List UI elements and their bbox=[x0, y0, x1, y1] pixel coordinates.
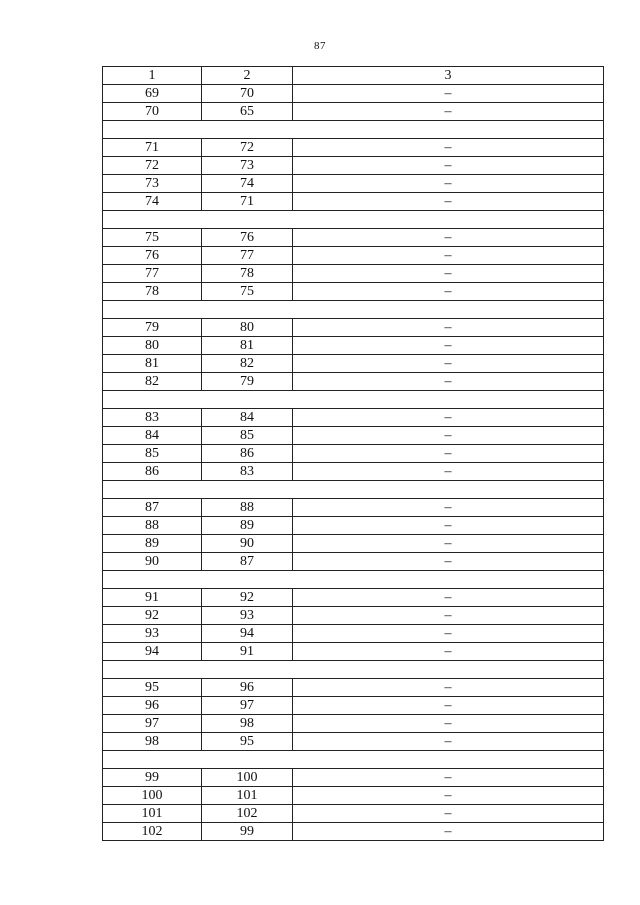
table-row bbox=[103, 535, 604, 553]
table-cell-col-2: 91 bbox=[202, 643, 293, 661]
table-row bbox=[103, 319, 604, 337]
group-separator-row bbox=[103, 661, 604, 679]
group-separator-row bbox=[103, 301, 604, 319]
table-cell-col-3: – bbox=[293, 625, 604, 643]
table-cell-col-2: 101 bbox=[202, 787, 293, 805]
group-separator-cell bbox=[103, 481, 604, 499]
group-separator-row bbox=[103, 391, 604, 409]
table-cell-col-1: 96 bbox=[103, 697, 202, 715]
table-row bbox=[103, 247, 604, 265]
table-cell-col-3: – bbox=[293, 409, 604, 427]
table-cell-col-3: – bbox=[293, 697, 604, 715]
group-separator-cell bbox=[103, 391, 604, 409]
table-cell-col-1: 90 bbox=[103, 553, 202, 571]
table-row bbox=[103, 823, 604, 841]
table-cell-col-1: 80 bbox=[103, 337, 202, 355]
table-cell-col-2: 82 bbox=[202, 355, 293, 373]
table-row bbox=[103, 229, 604, 247]
table-cell-col-3: – bbox=[293, 337, 604, 355]
table-cell-col-3: – bbox=[293, 535, 604, 553]
table-cell-col-3: – bbox=[293, 553, 604, 571]
table-cell-col-3: – bbox=[293, 643, 604, 661]
table-cell-col-1: 94 bbox=[103, 643, 202, 661]
table-row bbox=[103, 589, 604, 607]
table-cell-col-2: 79 bbox=[202, 373, 293, 391]
table-cell-col-3: – bbox=[293, 787, 604, 805]
table-cell-col-3: – bbox=[293, 607, 604, 625]
table-row bbox=[103, 499, 604, 517]
table-cell-col-2: 76 bbox=[202, 229, 293, 247]
table-cell-col-1: 73 bbox=[103, 175, 202, 193]
table-cell-col-1: 85 bbox=[103, 445, 202, 463]
table-cell-col-1: 91 bbox=[103, 589, 202, 607]
table-cell-col-1: 88 bbox=[103, 517, 202, 535]
group-separator-row bbox=[103, 121, 604, 139]
table-row bbox=[103, 679, 604, 697]
table-cell-col-2: 86 bbox=[202, 445, 293, 463]
table-cell-col-1: 86 bbox=[103, 463, 202, 481]
table-cell-col-3: – bbox=[293, 193, 604, 211]
table-cell-col-1: 98 bbox=[103, 733, 202, 751]
table-cell-col-3: – bbox=[293, 823, 604, 841]
table-cell-col-2: 87 bbox=[202, 553, 293, 571]
group-separator-row bbox=[103, 481, 604, 499]
table-row bbox=[103, 463, 604, 481]
table-cell-col-3: – bbox=[293, 427, 604, 445]
table-row bbox=[103, 733, 604, 751]
group-separator-row bbox=[103, 571, 604, 589]
table-cell-col-1: 93 bbox=[103, 625, 202, 643]
table-cell-col-2: 100 bbox=[202, 769, 293, 787]
table-row bbox=[103, 337, 604, 355]
data-table bbox=[102, 66, 604, 841]
header-cell-2: 2 bbox=[202, 67, 293, 85]
table-cell-col-2: 75 bbox=[202, 283, 293, 301]
table-cell-col-2: 88 bbox=[202, 499, 293, 517]
table-cell-col-3: – bbox=[293, 499, 604, 517]
table-cell-col-3: – bbox=[293, 517, 604, 535]
table-cell-col-3: – bbox=[293, 715, 604, 733]
table-cell-col-2: 95 bbox=[202, 733, 293, 751]
table-cell-col-1: 81 bbox=[103, 355, 202, 373]
table-cell-col-3: – bbox=[293, 769, 604, 787]
table-cell-col-2: 85 bbox=[202, 427, 293, 445]
table-cell-col-2: 92 bbox=[202, 589, 293, 607]
table-row bbox=[103, 625, 604, 643]
table-cell-col-3: – bbox=[293, 175, 604, 193]
table-cell-col-1: 77 bbox=[103, 265, 202, 283]
table-cell-col-2: 98 bbox=[202, 715, 293, 733]
table-cell-col-2: 96 bbox=[202, 679, 293, 697]
table-cell-col-2: 70 bbox=[202, 85, 293, 103]
table-row bbox=[103, 355, 604, 373]
group-separator-cell bbox=[103, 661, 604, 679]
header-cell-3: 3 bbox=[293, 67, 604, 85]
table-cell-col-2: 78 bbox=[202, 265, 293, 283]
table-cell-col-3: – bbox=[293, 355, 604, 373]
table-cell-col-1: 84 bbox=[103, 427, 202, 445]
table-row bbox=[103, 517, 604, 535]
table-row bbox=[103, 409, 604, 427]
table-cell-col-2: 97 bbox=[202, 697, 293, 715]
table-cell-col-2: 89 bbox=[202, 517, 293, 535]
table-cell-col-1: 95 bbox=[103, 679, 202, 697]
table-cell-col-1: 71 bbox=[103, 139, 202, 157]
table-cell-col-1: 75 bbox=[103, 229, 202, 247]
table-cell-col-2: 99 bbox=[202, 823, 293, 841]
table-cell-col-3: – bbox=[293, 445, 604, 463]
table-cell-col-1: 99 bbox=[103, 769, 202, 787]
table-cell-col-3: – bbox=[293, 247, 604, 265]
table-cell-col-2: 72 bbox=[202, 139, 293, 157]
table-cell-col-1: 82 bbox=[103, 373, 202, 391]
table-row bbox=[103, 103, 604, 121]
table-cell-col-3: – bbox=[293, 679, 604, 697]
table-row bbox=[103, 643, 604, 661]
table-cell-col-3: – bbox=[293, 733, 604, 751]
table-cell-col-1: 97 bbox=[103, 715, 202, 733]
table-cell-col-1: 87 bbox=[103, 499, 202, 517]
table-row bbox=[103, 139, 604, 157]
table-cell-col-2: 80 bbox=[202, 319, 293, 337]
group-separator-row bbox=[103, 751, 604, 769]
table-cell-col-3: – bbox=[293, 463, 604, 481]
table-row bbox=[103, 427, 604, 445]
table-cell-col-1: 76 bbox=[103, 247, 202, 265]
table-row bbox=[103, 157, 604, 175]
table-cell-col-3: – bbox=[293, 265, 604, 283]
table-cell-col-1: 78 bbox=[103, 283, 202, 301]
group-separator-row bbox=[103, 211, 604, 229]
table-row bbox=[103, 697, 604, 715]
table-cell-col-2: 83 bbox=[202, 463, 293, 481]
table-cell-col-1: 74 bbox=[103, 193, 202, 211]
table-cell-col-3: – bbox=[293, 805, 604, 823]
table-row bbox=[103, 85, 604, 103]
table-cell-col-1: 79 bbox=[103, 319, 202, 337]
table-cell-col-2: 65 bbox=[202, 103, 293, 121]
table-row bbox=[103, 769, 604, 787]
table-cell-col-1: 92 bbox=[103, 607, 202, 625]
table-cell-col-2: 102 bbox=[202, 805, 293, 823]
group-separator-cell bbox=[103, 301, 604, 319]
table-cell-col-3: – bbox=[293, 373, 604, 391]
table-cell-col-3: – bbox=[293, 139, 604, 157]
table-cell-col-2: 84 bbox=[202, 409, 293, 427]
table-cell-col-2: 77 bbox=[202, 247, 293, 265]
table-row bbox=[103, 445, 604, 463]
table-row bbox=[103, 373, 604, 391]
table-cell-col-2: 74 bbox=[202, 175, 293, 193]
table-row bbox=[103, 193, 604, 211]
table-cell-col-1: 89 bbox=[103, 535, 202, 553]
group-separator-cell bbox=[103, 121, 604, 139]
group-separator-cell bbox=[103, 571, 604, 589]
table-cell-col-1: 101 bbox=[103, 805, 202, 823]
table-cell-col-3: – bbox=[293, 589, 604, 607]
table-cell-col-1: 83 bbox=[103, 409, 202, 427]
table-cell-col-2: 73 bbox=[202, 157, 293, 175]
table-cell-col-1: 100 bbox=[103, 787, 202, 805]
table-cell-col-2: 81 bbox=[202, 337, 293, 355]
table-cell-col-2: 71 bbox=[202, 193, 293, 211]
table-row bbox=[103, 283, 604, 301]
table-header-row bbox=[103, 67, 604, 85]
table-cell-col-3: – bbox=[293, 85, 604, 103]
table-cell-col-1: 102 bbox=[103, 823, 202, 841]
table-cell-col-3: – bbox=[293, 157, 604, 175]
table-cell-col-2: 90 bbox=[202, 535, 293, 553]
table-cell-col-3: – bbox=[293, 319, 604, 337]
table-body bbox=[103, 67, 604, 841]
page-number: 87 bbox=[314, 40, 326, 52]
header-cell-1: 1 bbox=[103, 67, 202, 85]
table-row bbox=[103, 805, 604, 823]
table-row bbox=[103, 715, 604, 733]
table-row bbox=[103, 265, 604, 283]
table-row bbox=[103, 787, 604, 805]
table-cell-col-1: 72 bbox=[103, 157, 202, 175]
table-cell-col-2: 94 bbox=[202, 625, 293, 643]
table-row bbox=[103, 607, 604, 625]
table-cell-col-3: – bbox=[293, 229, 604, 247]
table-cell-col-1: 70 bbox=[103, 103, 202, 121]
table-row bbox=[103, 175, 604, 193]
table-row bbox=[103, 553, 604, 571]
table-cell-col-3: – bbox=[293, 283, 604, 301]
table-cell-col-1: 69 bbox=[103, 85, 202, 103]
table-cell-col-2: 93 bbox=[202, 607, 293, 625]
group-separator-cell bbox=[103, 751, 604, 769]
table-cell-col-3: – bbox=[293, 103, 604, 121]
group-separator-cell bbox=[103, 211, 604, 229]
